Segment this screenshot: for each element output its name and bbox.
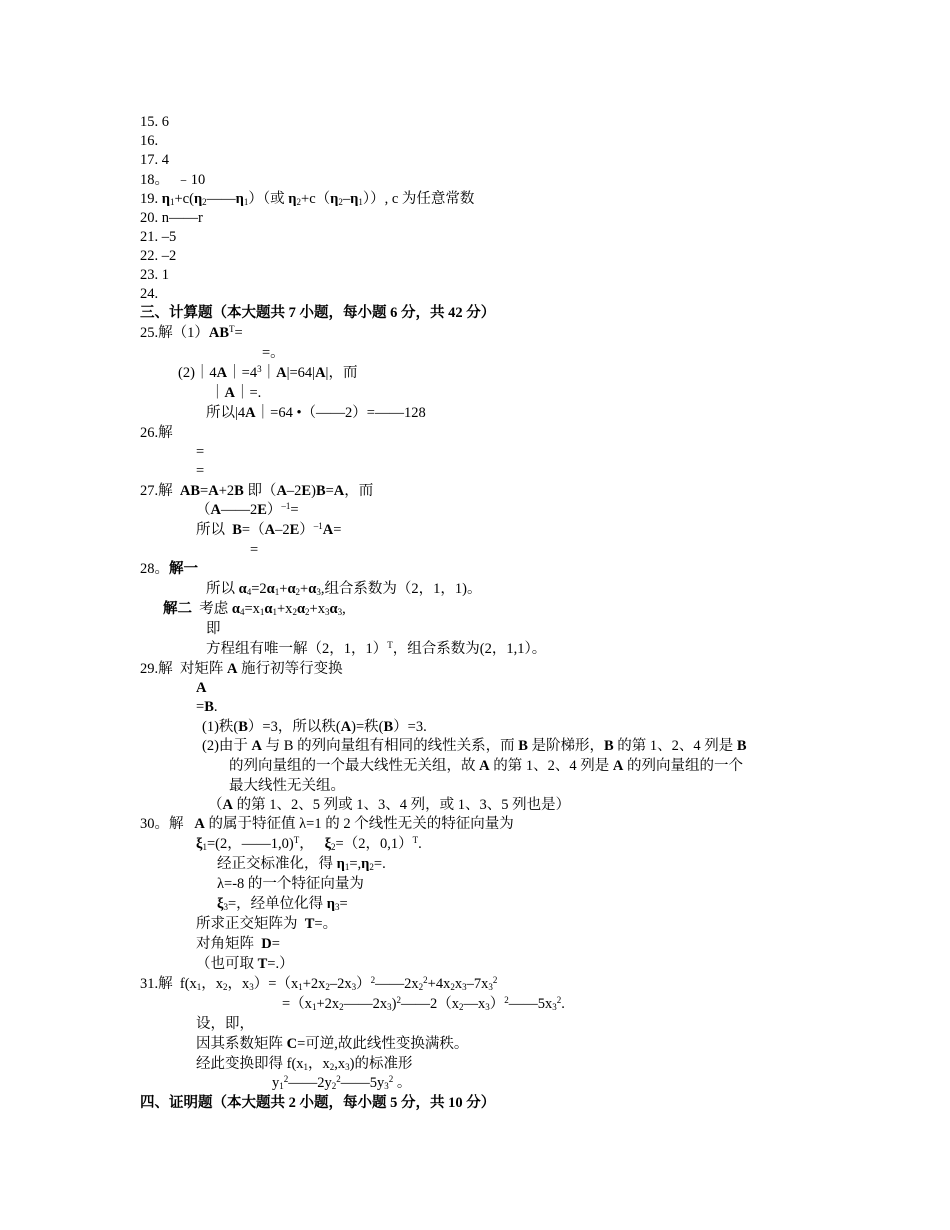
q31-line-6: $y_1^2——2y_2^2——5y_3^2$ 。 (272, 1074, 412, 1091)
q31-line-1: 31.解 $f(x_1$，$x_2$，$x_3)=(x_1+2x_2-2x_3)^2——2x_2^2+4x_2x_3-7x_3^2$ (140, 975, 498, 992)
q28-line-3: 解二 考虑 $\alpha_4=x_1\alpha_1+x_2\alpha_2+x_3\alpha_3$, (163, 601, 346, 617)
q31-line-4: 因其系数矩阵 C=可逆,故此线性变换满秩。 (196, 1036, 469, 1052)
q31-line-5: 经此变换即得 $f(x_1$，$x_2,x_3$)的标准形 (196, 1056, 413, 1072)
q25-line-5: 所以|4A｜=64 •（——2）=——128 (206, 405, 426, 421)
q30-line-2: $\xi_1=(2$，——1,0)$^T$， $\xi_2=(2$，0,1）$^T$. (196, 835, 422, 852)
q25-line-1: 25.解$(1)AB^T=$ (140, 324, 243, 341)
q30-line-5: $\xi_3=$，经单位化得 $\eta_3=$ (217, 896, 348, 912)
q25-line-4: ｜A｜=. (210, 385, 262, 401)
q30-line-6: 所求正交矩阵为 T=。 (196, 916, 338, 932)
q31-line-3: 设，即， (196, 1016, 254, 1032)
q29-line-5: (2)由于 A 与 B 的列向量组有相同的线性关系，而 B 是阶梯形，B 的第 1、2、4 列是 B (202, 738, 747, 754)
q29-line-6: 的列向量组的一个最大线性无关组，故 A 的第 1、2、4 列是 A 的列向量组的一个 (229, 758, 743, 774)
q31-line-2: $=(x_1+2x_2——2x_3)^2——2(x_2—x_3)^2——5x_3^2$. (282, 995, 565, 1012)
q29-line-7: 最大线性无关组。 (229, 778, 345, 794)
q27-line-2: （A——2E）$^{-1}$= (196, 501, 299, 518)
q26-line-3: = (196, 463, 205, 479)
answer-17: 17. 4 (140, 152, 169, 168)
q26-line-1: 26.解 (140, 425, 173, 441)
q27-line-3: 所以 $B=(A-2E)^{-1}A=$ (196, 521, 342, 538)
q29-line-4: (1)秩(B）=3，所以秩(A)=秩(B）=3. (202, 719, 427, 735)
q25-line-2: =。 (262, 345, 285, 361)
q29-line-3: =B. (196, 699, 218, 715)
q30-line-3: 经正交标准化，得 $\eta_1=,\eta_2=$. (217, 856, 386, 872)
q30-line-8: （也可取 T=.） (196, 956, 294, 972)
q28-line-5: 方程组有唯一解（2，1，1）$^T$，组合系数为(2，1,1）。 (206, 640, 547, 657)
q29-line-1: 29.解 对矩阵 A 施行初等行变换 (140, 661, 343, 677)
answer-15: 15. 6 (140, 114, 169, 130)
q28-line-1: 28。解一 (140, 561, 198, 577)
answer-22: 22. –2 (140, 248, 177, 264)
q27-line-1: 27.解 AB=A+2B 即（A–2E)B=A，而 (140, 483, 374, 499)
q26-line-2: = (196, 444, 205, 460)
q25-line-3: $(2)|4A|=4^3|A|=64|A|$，而 (178, 364, 358, 381)
q29-line-2: A (196, 680, 207, 696)
answer-20: 20. n——r (140, 210, 203, 226)
answer-18: 18。 ﹣10 (140, 172, 206, 188)
q27-line-4: = (250, 542, 259, 558)
q29-line-8: （A 的第 1、2、5 列或 1、3、4 列，或 1、3、5 列也是） (208, 797, 571, 813)
answer-23: 23. 1 (140, 267, 169, 283)
answer-19: 19. $\eta_1+c(\eta_2——\eta_1)$（或 $\eta_2+c(\eta_2-\eta_1)$）, c 为任意常数 (140, 191, 475, 207)
answer-16: 16. (140, 133, 159, 149)
section-3-heading: 三、计算题（本大题共 7 小题，每小题 6 分，共 42 分） (140, 305, 496, 321)
answer-24: 24. (140, 286, 159, 302)
answer-21: 21. –5 (140, 229, 177, 245)
section-4-heading: 四、证明题（本大题共 2 小题，每小题 5 分，共 10 分） (140, 1095, 496, 1111)
q28-line-2: 所以 $\alpha_4=2\alpha_1+\alpha_2+\alpha_3$,组合系数为（2，1，1)。 (206, 581, 482, 597)
q30-line-7: 对角矩阵 D= (196, 936, 280, 952)
q30-line-1: 30。解 A 的属于特征值 λ=1 的 2 个线性无关的特征向量为 (140, 816, 514, 832)
q30-line-4: λ=-8 的一个特征向量为 (217, 876, 364, 892)
q28-line-4: 即 (206, 621, 221, 637)
